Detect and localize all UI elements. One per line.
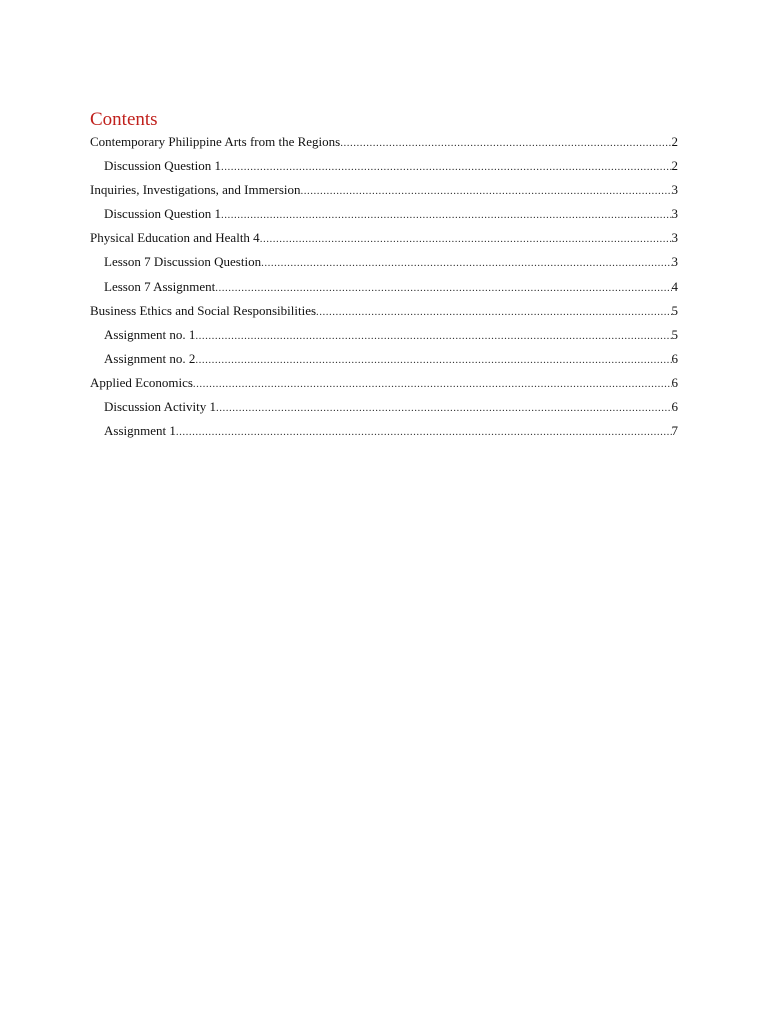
toc-entry-text: Physical Education and Health 4: [90, 230, 260, 246]
toc-page-number: 3: [671, 206, 678, 222]
toc-entry[interactable]: [90, 252, 678, 276]
toc-entry-text: Business Ethics and Social Responsibilities: [90, 302, 317, 318]
toc-entry-text: Lesson 7 Discussion Question: [104, 254, 262, 270]
toc-entry[interactable]: [90, 373, 678, 397]
toc-entry-text: Discussion Question 1: [104, 158, 221, 174]
toc-dot-leader: [193, 374, 672, 394]
toc-entry[interactable]: [90, 132, 678, 156]
toc-dot-leader: [221, 205, 672, 225]
toc-page-number: 6: [671, 374, 678, 390]
toc-dot-leader: [261, 253, 671, 273]
table-of-contents: [90, 108, 678, 445]
toc-dot-leader: [216, 398, 672, 418]
toc-dot-leader: [195, 350, 671, 370]
toc-dot-leader: [176, 422, 672, 442]
toc-entry-text: Inquiries, Investigations, and Immersion: [90, 182, 301, 198]
toc-entry[interactable]: [90, 349, 678, 373]
toc-entry-text: Applied Economics: [90, 374, 193, 390]
toc-entry-text: Discussion Activity 1: [104, 399, 216, 415]
toc-entry[interactable]: [90, 301, 678, 325]
toc-page-number: 3: [671, 254, 678, 270]
toc-list: [90, 132, 678, 445]
toc-page-number: 5: [671, 326, 678, 342]
toc-entry[interactable]: [90, 325, 678, 349]
toc-entry[interactable]: [90, 397, 678, 421]
toc-page-number: 6: [671, 350, 678, 366]
toc-entry[interactable]: [90, 421, 678, 445]
toc-title: Contents: [90, 109, 158, 130]
toc-entry[interactable]: [90, 228, 678, 252]
toc-page-number: 3: [671, 182, 678, 198]
toc-page-number: 2: [671, 134, 678, 149]
toc-page-number: 4: [671, 278, 678, 294]
toc-entry-text: Lesson 7 Assignment: [104, 278, 216, 294]
toc-dot-leader: [221, 157, 672, 177]
toc-entry-text: Discussion Question 1: [104, 206, 221, 222]
toc-entry-text: Assignment no. 2: [104, 350, 196, 366]
toc-page-number: 7: [671, 423, 678, 439]
toc-dot-leader: [195, 326, 671, 346]
toc-entry[interactable]: [90, 204, 678, 228]
toc-dot-leader: [301, 181, 672, 201]
toc-page-number: 2: [671, 158, 678, 174]
toc-entry[interactable]: [90, 277, 678, 301]
toc-page-number: 6: [671, 399, 678, 415]
toc-entry-text: Assignment 1: [104, 423, 176, 439]
toc-dot-leader: [340, 133, 671, 153]
toc-entry[interactable]: [90, 180, 678, 204]
toc-entry-text: Assignment no. 1: [104, 326, 196, 342]
toc-dot-leader: [215, 278, 671, 298]
toc-page-number: 5: [671, 302, 678, 318]
toc-entry-text: Contemporary Philippine Arts from the Regions: [90, 134, 341, 149]
toc-entry[interactable]: [90, 156, 678, 180]
toc-page-number: 3: [671, 230, 678, 246]
toc-dot-leader: [260, 229, 672, 249]
toc-dot-leader: [316, 302, 671, 322]
